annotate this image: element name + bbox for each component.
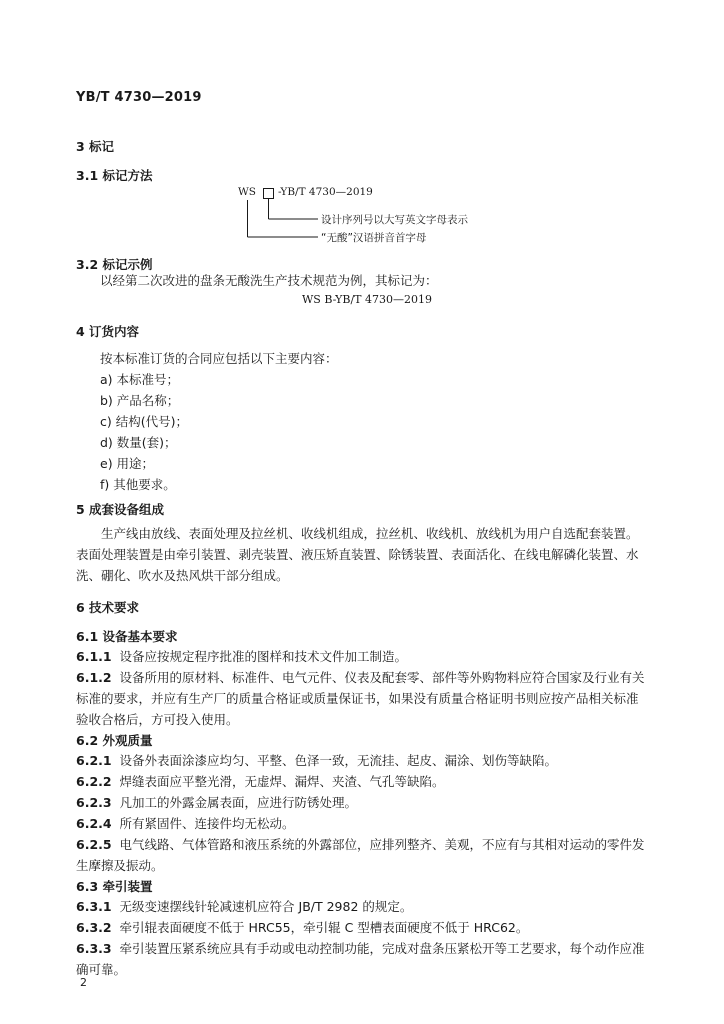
marking-note-serial: 设计序列号以大写英文字母表示 bbox=[321, 214, 468, 226]
clause-text: 牵引辊表面硬度不低于 HRC55，牵引辊 C 型槽表面硬度不低于 HRC62。 bbox=[119, 920, 529, 935]
section-6-3-heading: 6.3 牵引装置 bbox=[76, 879, 153, 894]
marking-note-pinyin: “无酸”汉语拼音首字母 bbox=[321, 232, 427, 244]
clause-number: 6.2.4 bbox=[76, 816, 112, 831]
clause-number: 6.1.1 bbox=[76, 649, 112, 664]
clause-6-2-5 bbox=[76, 834, 650, 876]
clause-number: 6.3.1 bbox=[76, 899, 112, 914]
section-4-intro: 按本标准订货的合同应包括以下主要内容： bbox=[100, 351, 338, 366]
clause-text: 设备应按规定程序批准的图样和技术文件加工制造。 bbox=[119, 649, 408, 664]
clause-text: 设备所用的原材料、标准件、电气元件、仪表及配套零、部件等外购物料应符合国家及行业有关标准的要求，并应有生产厂的质量合格证或质量保证书，如果没有质量合格证明书则应按产品相关标准验收合格后，方可投入使用。 bbox=[76, 670, 645, 727]
clause-text: 无级变速摆线针轮减速机应符合 JB/T 2982 的规定。 bbox=[119, 899, 413, 914]
clause-number: 6.2.3 bbox=[76, 795, 112, 810]
section-5-heading: 5 成套设备组成 bbox=[76, 502, 165, 517]
marking-diagram bbox=[236, 186, 536, 252]
section-3-2-heading: 3.2 标记示例 bbox=[76, 257, 153, 272]
order-item: f) 其他要求。 bbox=[100, 477, 176, 492]
clause-number: 6.2.5 bbox=[76, 837, 112, 852]
section-6-heading: 6 技术要求 bbox=[76, 600, 140, 615]
standard-code-header: YB/T 4730—2019 bbox=[76, 90, 202, 105]
clause-text: 焊缝表面应平整光滑，无虚焊、漏焊、夹渣、气孔等缺陷。 bbox=[119, 774, 445, 789]
clause-text: 电气线路、气体管路和液压系统的外露部位，应排列整齐、美观，不应有与其相对运动的零件发生摩擦及振动。 bbox=[76, 837, 645, 873]
order-item: e) 用途； bbox=[100, 456, 155, 471]
section-6-1-heading: 6.1 设备基本要求 bbox=[76, 629, 178, 644]
clause-text: 牵引装置压紧系统应具有手动或电动控制功能，完成对盘条压紧松开等工艺要求，每个动作应准确可靠。 bbox=[76, 941, 645, 977]
section-3-2-text: 以经第二次改进的盘条无酸洗生产技术规范为例，其标记为： bbox=[100, 273, 438, 288]
order-item: c) 结构(代号)； bbox=[100, 414, 188, 429]
clause-text: 设备外表面涂漆应均匀、平整、色泽一致，无流挂、起皮、漏涂、划伤等缺陷。 bbox=[119, 753, 558, 768]
clause-6-1-2 bbox=[76, 667, 650, 730]
clause-6-2-3 bbox=[76, 792, 357, 813]
clause-6-2-4 bbox=[76, 813, 295, 834]
section-6-2-heading: 6.2 外观质量 bbox=[76, 733, 153, 748]
clause-text: 所有紧固件、连接件均无松动。 bbox=[119, 816, 295, 831]
clause-number: 6.2.1 bbox=[76, 753, 112, 768]
section-3-heading: 3 标记 bbox=[76, 139, 115, 154]
clause-text: 凡加工的外露金属表面，应进行防锈处理。 bbox=[119, 795, 358, 810]
clause-number: 6.2.2 bbox=[76, 774, 112, 789]
clause-6-3-2 bbox=[76, 917, 528, 938]
page-number: 2 bbox=[80, 976, 87, 989]
clause-number: 6.3.2 bbox=[76, 920, 112, 935]
clause-6-2-1 bbox=[76, 750, 557, 771]
section-3-1-heading: 3.1 标记方法 bbox=[76, 168, 153, 183]
order-item: a) 本标准号； bbox=[100, 372, 180, 387]
clause-6-1-1 bbox=[76, 646, 407, 667]
section-5-text: 生产线由放线、表面处理及拉丝机、收线机组成，拉丝机、收线机、放线机为用户自选配套装置。表面处理装置是由牵引装置、剥壳装置、液压矫直装置、除锈装置、表面活化、在线电解磷化装置、水洗、硼化、吹水及热风烘干部分组成。 bbox=[76, 526, 639, 583]
section-4-heading: 4 订货内容 bbox=[76, 324, 140, 339]
order-item: d) 数量(套)； bbox=[100, 435, 177, 450]
clause-6-2-2 bbox=[76, 771, 445, 792]
clause-6-3-3 bbox=[76, 938, 650, 980]
clause-number: 6.3.3 bbox=[76, 941, 112, 956]
order-item: b) 产品名称； bbox=[100, 393, 180, 408]
marking-prefix: WS bbox=[238, 186, 256, 198]
clause-6-3-1 bbox=[76, 896, 412, 917]
clause-number: 6.1.2 bbox=[76, 670, 112, 685]
marking-example: WS B-YB/T 4730—2019 bbox=[302, 293, 433, 306]
marking-suffix: -YB/T 4730—2019 bbox=[278, 186, 373, 198]
